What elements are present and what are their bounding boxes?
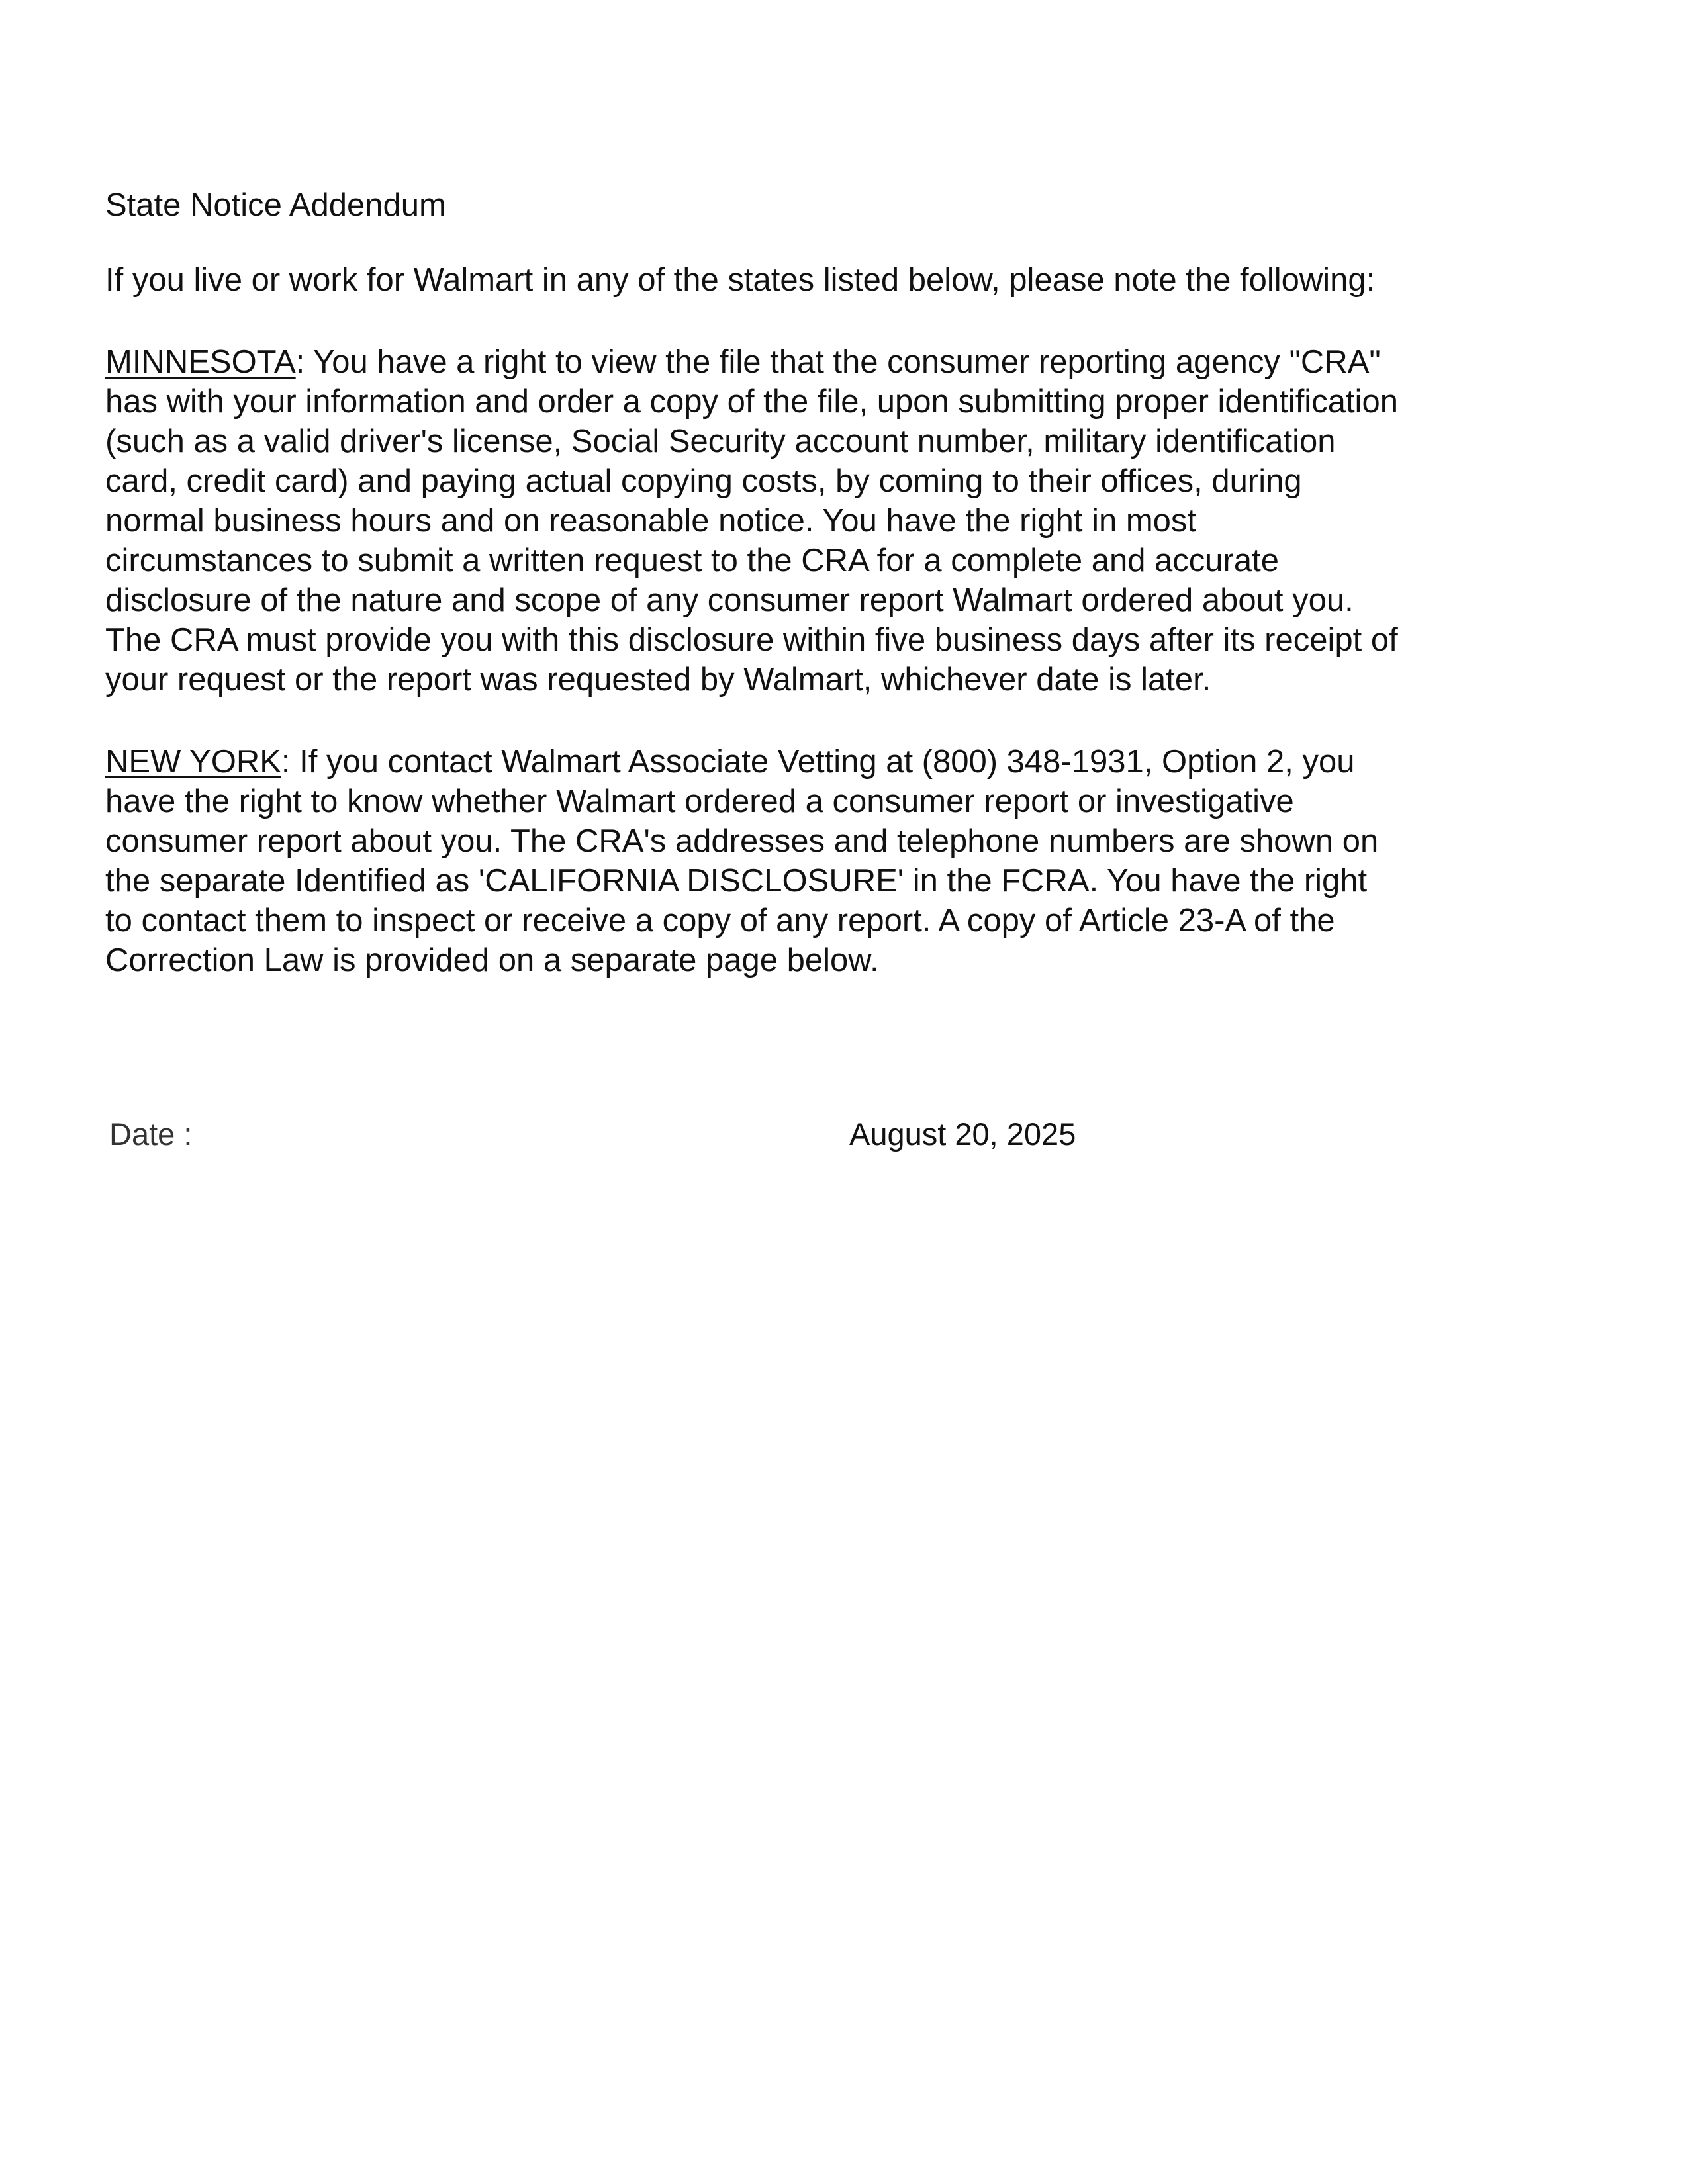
minnesota-line-6: circumstances to submit a written request to the CRA for a complete and accurate [105, 543, 1279, 578]
new-york-state-label: NEW YORK [105, 744, 281, 780]
minnesota-line-1 [105, 342, 1495, 382]
minnesota-line-2: has with your information and order a copy of the file, upon submitting proper identification [105, 384, 1398, 420]
minnesota-section [105, 342, 1495, 700]
minnesota-line-9: your request or the report was requested by Walmart, whichever date is later. [105, 662, 1211, 698]
new-york-line-5: to contact them to inspect or receive a copy of any report. A copy of Article 23-A of the [105, 903, 1335, 938]
minnesota-line-8: The CRA must provide you with this disclosure within five business days after its receipt of [105, 622, 1398, 658]
new-york-line-3: consumer report about you. The CRA's addresses and telephone numbers are shown on [105, 823, 1379, 859]
minnesota-text-1: : You have a right to view the file that the consumer reporting agency "CRA" [295, 344, 1381, 380]
intro-paragraph: If you live or work for Walmart in any of the states listed below, please note the following: [105, 262, 1376, 298]
new-york-line-2: have the right to know whether Walmart ordered a consumer report or investigative [105, 784, 1294, 819]
new-york-section [105, 742, 1495, 980]
date-label: Date : [109, 1116, 193, 1152]
date-value: August 20, 2025 [849, 1116, 1076, 1152]
minnesota-state-label: MINNESOTA [105, 344, 296, 380]
new-york-line-6: Correction Law is provided on a separate page below. [105, 942, 879, 978]
minnesota-line-5: normal business hours and on reasonable notice. You have the right in most [105, 503, 1197, 539]
new-york-line-4: the separate Identified as 'CALIFORNIA DISCLOSURE' in the FCRA. You have the right [105, 863, 1368, 899]
minnesota-line-3: (such as a valid driver's license, Social Security account number, military identification [105, 424, 1336, 459]
new-york-line-1 [105, 742, 1495, 782]
new-york-text-1: : If you contact Walmart Associate Vetting at (800) 348-1931, Option 2, you [281, 744, 1355, 780]
document-title: State Notice Addendum [105, 187, 446, 223]
minnesota-line-7: disclosure of the nature and scope of any consumer report Walmart ordered about you. [105, 582, 1354, 618]
minnesota-line-4: card, credit card) and paying actual copying costs, by coming to their offices, during [105, 463, 1302, 499]
